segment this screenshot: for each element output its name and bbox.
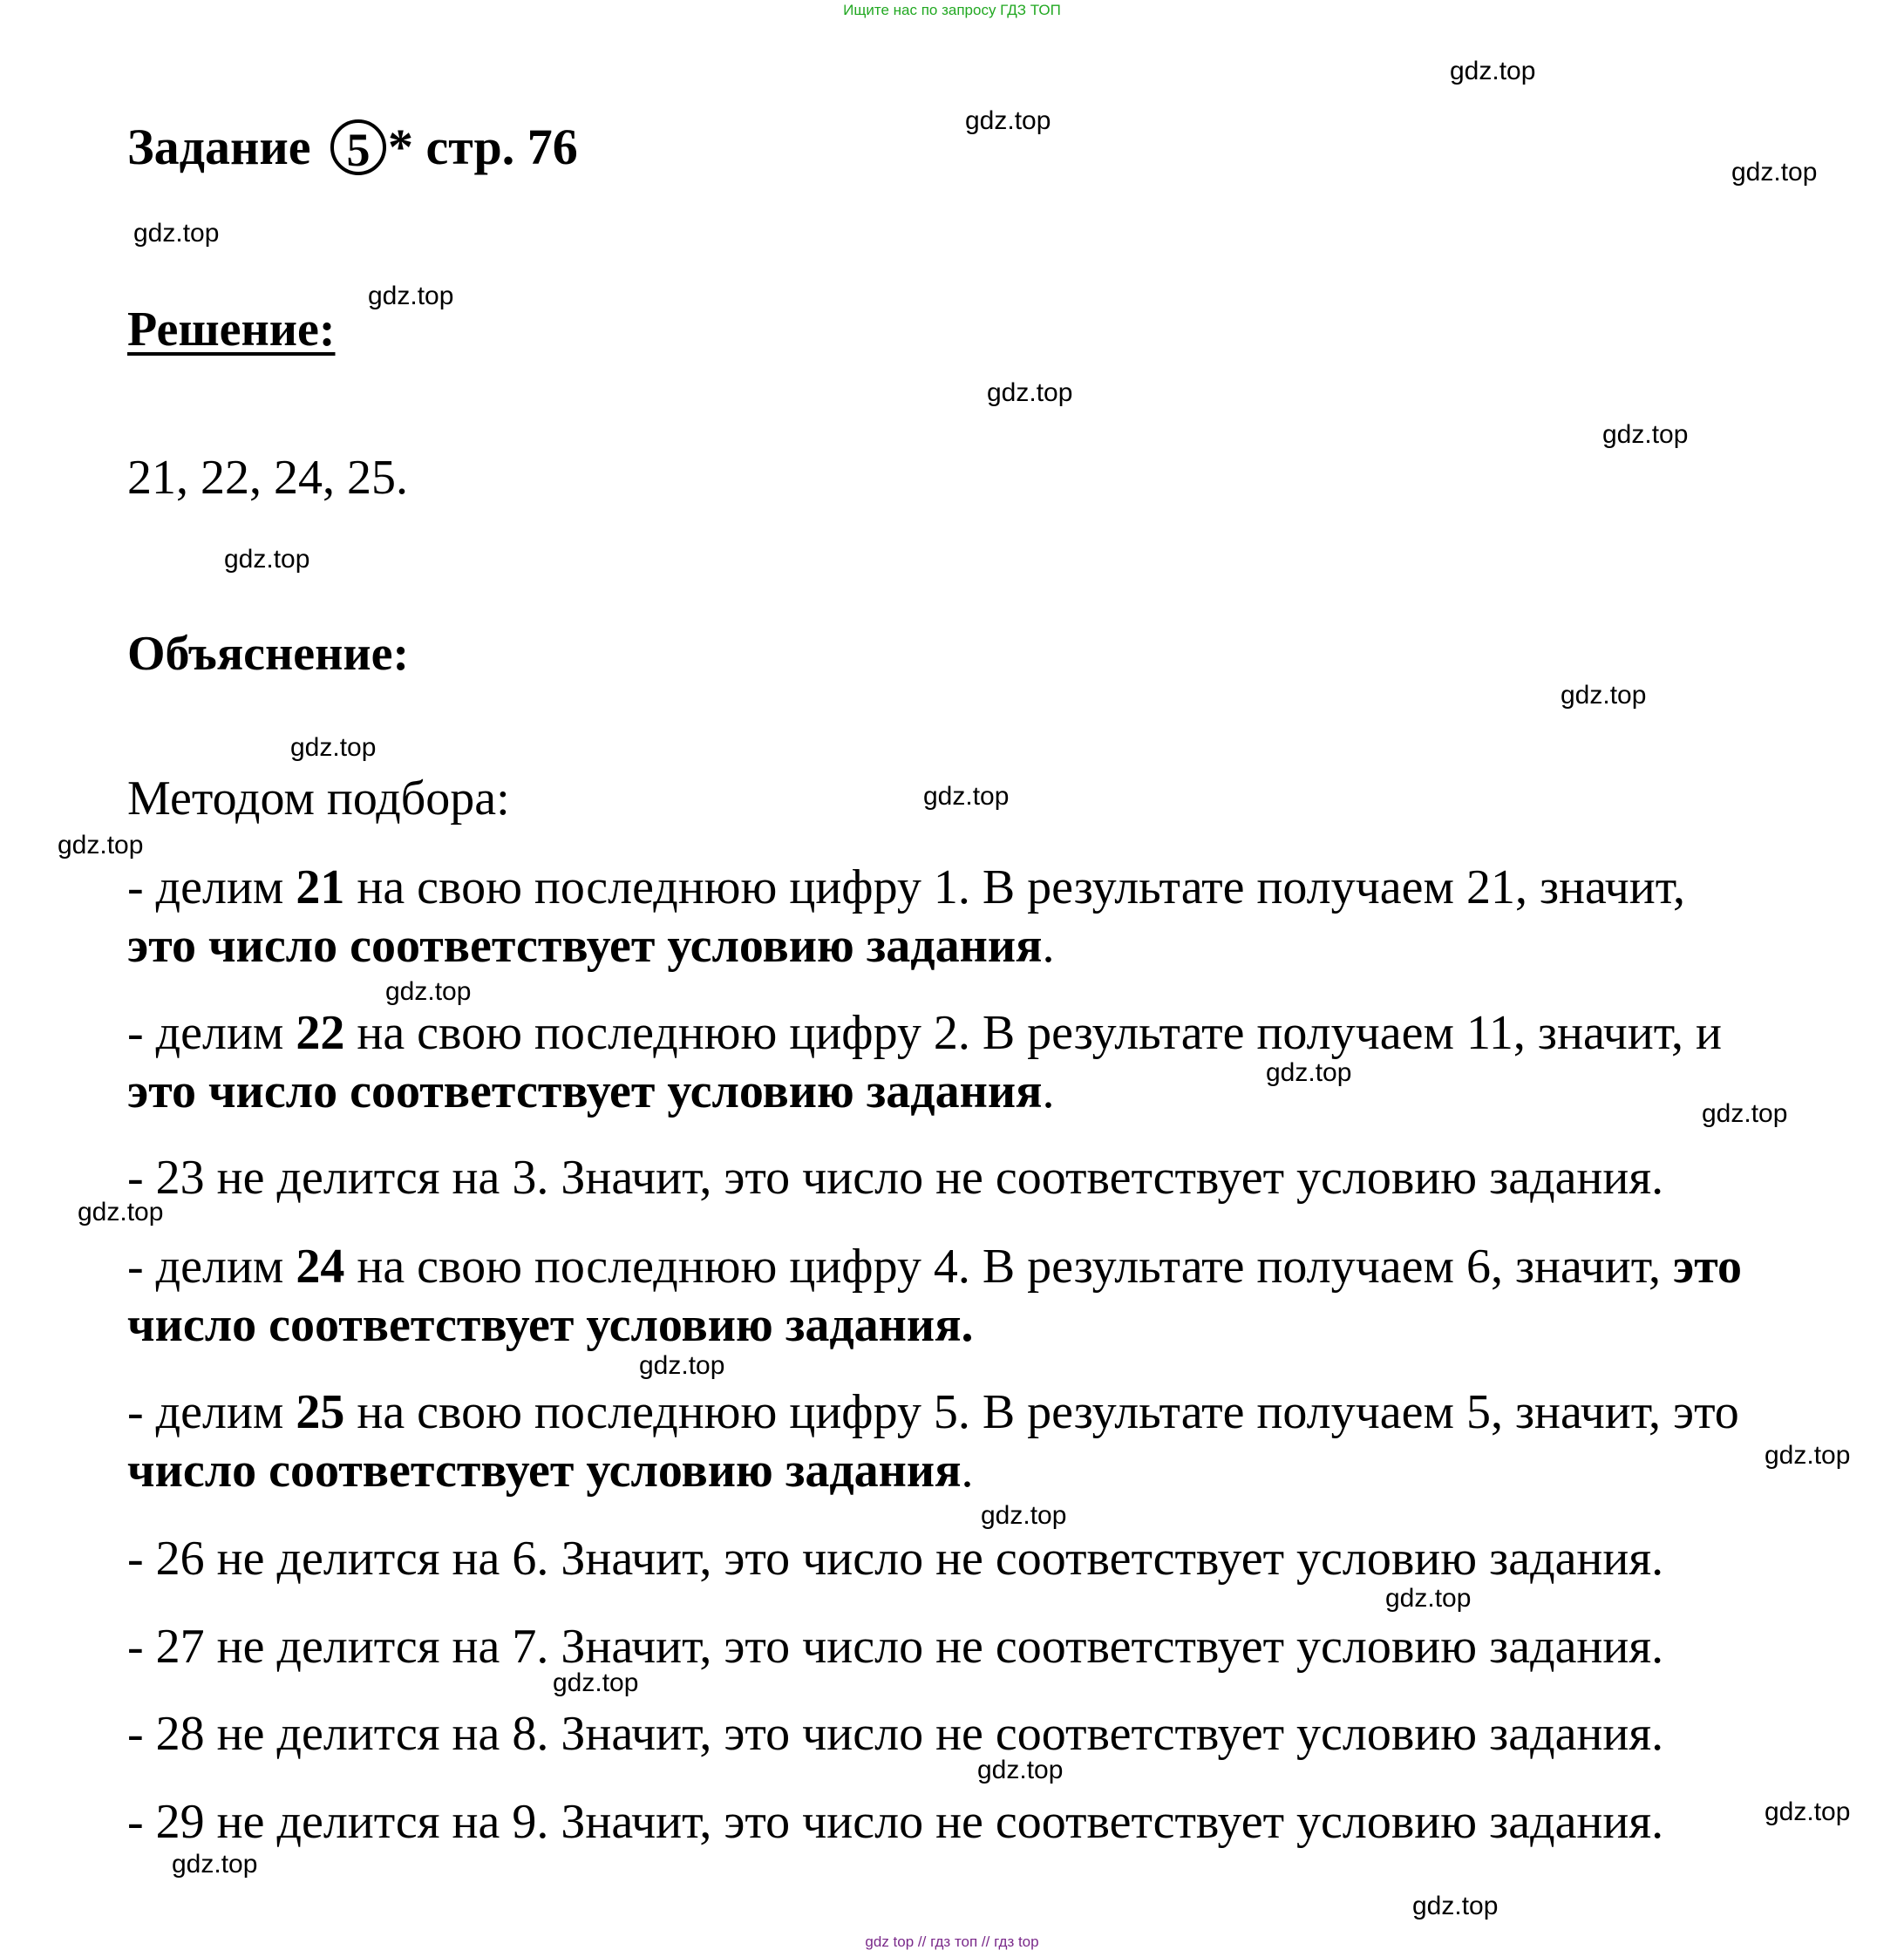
watermark: gdz.top — [1385, 1584, 1472, 1613]
explanation-line — [127, 1004, 1722, 1063]
watermark: gdz.top — [965, 106, 1051, 135]
text-run: . — [961, 1444, 974, 1498]
watermark: gdz.top — [1765, 1797, 1851, 1826]
explanation-line: - 29 не делится на 9. Значит, это число не соответствует условию задания. — [127, 1795, 1664, 1849]
explanation-line: - 23 не делится на 3. Значит, это число не соответствует условию задания. — [127, 1151, 1664, 1205]
explanation-item-21 — [127, 859, 1685, 975]
watermark: gdz.top — [553, 1668, 639, 1697]
watermark: gdz.top — [1561, 681, 1647, 710]
explanation-item-29 — [127, 1793, 1663, 1852]
explanation-line — [127, 859, 1685, 917]
task-title — [127, 119, 578, 180]
number-bold: 24 — [296, 1240, 345, 1294]
bottom-banner: gdz top // гдз топ // гдз top — [865, 1933, 1039, 1950]
watermark: gdz.top — [1266, 1058, 1352, 1087]
explanation-line — [127, 1238, 1742, 1296]
explanation-line: - 26 не делится на 6. Значит, это число не соответствует условию задания. — [127, 1532, 1664, 1586]
watermark: gdz.top — [385, 977, 472, 1006]
number-bold: 22 — [296, 1006, 345, 1060]
text-run: - делим — [127, 1006, 296, 1060]
explanation-item-28 — [127, 1705, 1663, 1763]
number-bold: 21 — [296, 860, 345, 914]
solution-answer: 21, 22, 24, 25. — [127, 451, 408, 505]
explanation-line — [127, 1296, 1742, 1355]
explanation-line: - 27 не делится на 7. Значит, это число не соответствует условию задания. — [127, 1620, 1664, 1674]
conclusion-bold: это число соответствует условию задания — [127, 919, 1043, 973]
explanation-line — [127, 1063, 1722, 1121]
watermark: gdz.top — [172, 1850, 258, 1879]
method-text: Методом подбора: — [127, 771, 510, 826]
solution-heading: Решение: — [127, 302, 336, 357]
text-run: на свою последнюю цифру 5. В результате получаем 5, значит, это — [344, 1385, 1739, 1439]
text-run: на свою последнюю цифру 1. В результате получаем 21, значит, — [344, 860, 1686, 914]
conclusion-bold: число соответствует условию задания — [127, 1444, 962, 1498]
text-run: на свою последнюю цифру 2. В результате получаем 11, значит, и — [344, 1006, 1722, 1060]
text-run: - делим — [127, 860, 296, 914]
watermark: gdz.top — [977, 1756, 1064, 1784]
explanation-line — [127, 917, 1685, 975]
explanation-line — [127, 1383, 1739, 1442]
watermark: gdz.top — [1765, 1441, 1851, 1470]
watermark: gdz.top — [1412, 1892, 1499, 1920]
watermark: gdz.top — [987, 378, 1073, 407]
text-run: на свою последнюю цифру 4. В результате получаем 6, значит, — [344, 1240, 1674, 1294]
explanation-item-22 — [127, 1004, 1722, 1121]
explanation-item-27 — [127, 1618, 1663, 1676]
watermark: gdz.top — [78, 1198, 164, 1227]
watermark: gdz.top — [923, 782, 1010, 811]
explanation-item-26 — [127, 1530, 1663, 1588]
watermark: gdz.top — [368, 282, 454, 310]
conclusion-bold: число соответствует условию задания. — [127, 1298, 974, 1352]
task-title-prefix: Задание — [127, 119, 311, 175]
text-run: - делим — [127, 1240, 296, 1294]
task-title-suffix: * стр. 76 — [388, 119, 578, 175]
text-run: . — [1042, 1064, 1055, 1118]
explanation-item-25 — [127, 1383, 1739, 1500]
watermark: gdz.top — [981, 1501, 1067, 1530]
watermark: gdz.top — [1602, 420, 1689, 449]
conclusion-bold: это — [1673, 1240, 1743, 1294]
watermark: gdz.top — [1731, 158, 1818, 187]
explanation-item-23 — [127, 1149, 1663, 1207]
watermark: gdz.top — [1450, 57, 1536, 85]
text-run: . — [1042, 919, 1055, 973]
conclusion-bold: это число соответствует условию задания — [127, 1064, 1043, 1118]
explanation-item-24 — [127, 1238, 1742, 1355]
explanation-line — [127, 1442, 1739, 1500]
watermark: gdz.top — [133, 219, 220, 248]
text-run: - делим — [127, 1385, 296, 1439]
explanation-line: - 28 не делится на 8. Значит, это число не соответствует условию задания. — [127, 1707, 1664, 1761]
explanation-heading: Объяснение: — [127, 627, 410, 681]
number-bold: 25 — [296, 1385, 345, 1439]
watermark: gdz.top — [58, 831, 144, 860]
top-banner: Ищите нас по запросу ГДЗ ТОП — [843, 2, 1061, 18]
watermark: gdz.top — [290, 733, 377, 762]
watermark: gdz.top — [224, 545, 310, 574]
watermark: gdz.top — [639, 1351, 725, 1380]
task-number-circle: 5 — [330, 119, 386, 175]
watermark: gdz.top — [1702, 1099, 1788, 1128]
